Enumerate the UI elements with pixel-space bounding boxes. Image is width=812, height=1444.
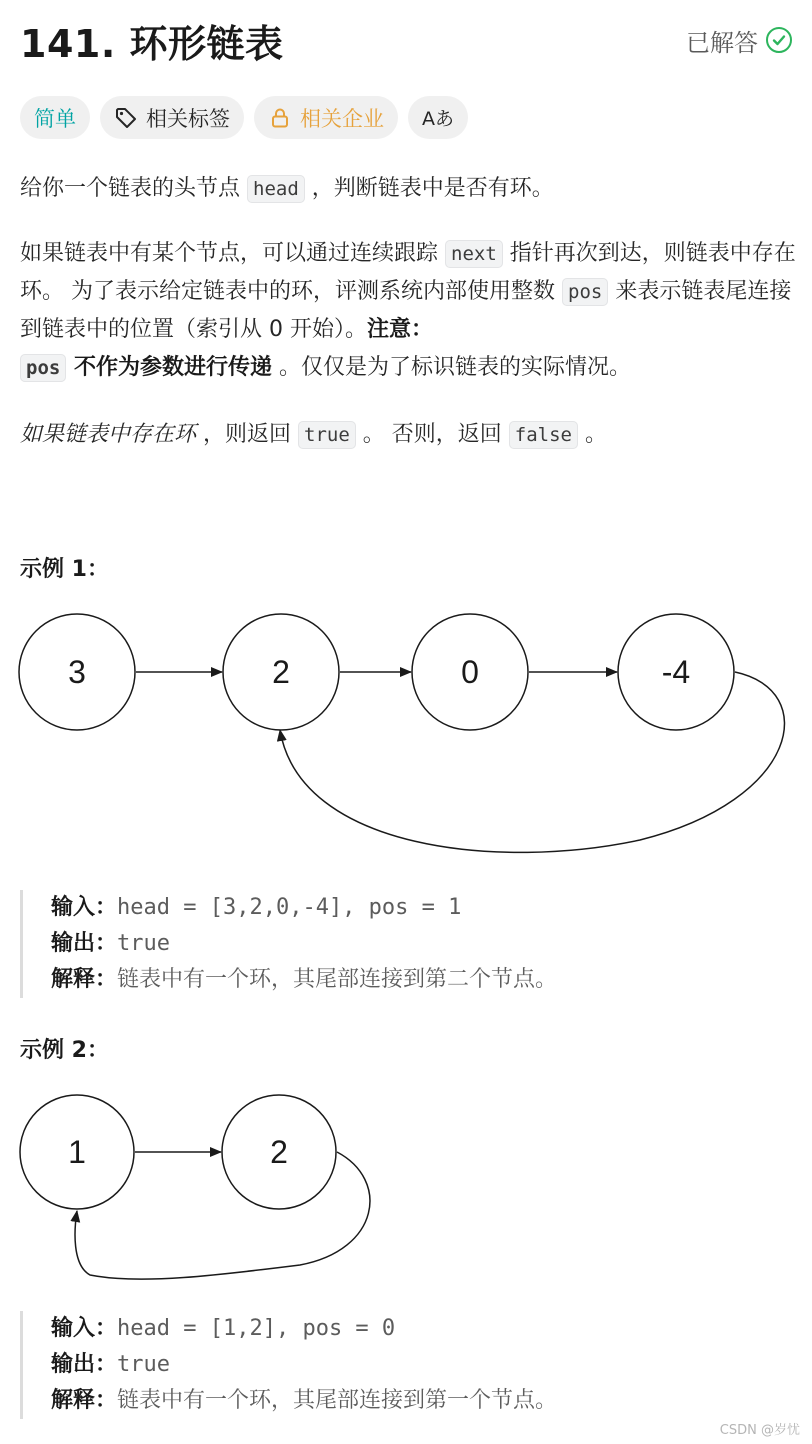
input-line: 输入：head = [3,2,0,-4], pos = 1 [51,895,462,920]
desc-text: 指针再次到达，则链表中存在环。 为了表示给定链表中的环，评测系统内部使用整数 [20,241,796,304]
desc-text: ，判断链表中是否有环。 [304,176,554,201]
solved-label: 已解答 [686,28,758,57]
explain-line: 解释：链表中有一个环，其尾部连接到第一个节点。 [51,1388,558,1413]
lock-icon [268,106,292,130]
tag-icon [114,106,138,130]
desc-text: 。仅仅是为了标识链表的实际情况。 [272,355,631,380]
output-line: 输出：true [51,931,170,956]
bold-text: 不作为参数进行传递 [66,355,272,380]
related-tags-label: 相关标签 [146,106,230,131]
desc-text: 给你一个链表的头节点 [20,176,247,201]
example-1-io [20,890,780,998]
difficulty-label: 简单 [34,106,76,131]
example-2-title: 示例 2： [20,1038,109,1063]
check-circle-icon [766,27,792,53]
desc-text: 如果链表中有某个节点，可以通过连续跟踪 [20,241,445,266]
node-value: 2 [272,654,290,690]
watermark: CSDN @岁忧 [719,1423,800,1438]
related-companies-label: 相关企业 [300,106,384,131]
input-line: 输入：head = [1,2], pos = 0 [51,1316,396,1341]
node-value: 1 [68,1134,86,1170]
solved-status [686,23,792,58]
description-paragraph-2 [20,235,800,387]
translate-button[interactable] [408,96,468,139]
example-2-diagram [0,1080,812,1290]
desc-text: 。 [577,422,607,447]
inline-code: pos [562,278,608,306]
example-1-diagram [0,600,812,870]
related-companies-button[interactable] [254,96,398,139]
desc-text: ，则返回 [196,422,299,447]
title-row [20,14,792,66]
desc-text: 来表示链表尾连接到链表中的位置（索引从 0 开始）。 [20,279,792,342]
difficulty-badge[interactable] [20,96,90,139]
example-2-io [20,1311,780,1419]
inline-code: true [298,421,356,449]
node-value: 2 [270,1134,288,1170]
example-1-title: 示例 1： [20,557,109,582]
node-value: 0 [461,654,479,690]
node-value: 3 [68,654,86,690]
page-title: 141. 环形链表 [20,21,284,66]
inline-code: head [247,175,305,203]
related-tags-button[interactable] [100,96,244,139]
note-label: 注意： [367,317,434,342]
description-paragraph-1 [20,170,800,208]
description-paragraph-3 [20,416,800,454]
desc-text: 。 否则，返回 [355,422,509,447]
italic-text: 如果链表中存在环 [20,422,197,447]
output-line: 输出：true [51,1352,170,1377]
inline-code: next [445,240,503,268]
translate-icon: Aあ [422,108,454,130]
tag-bar [20,96,468,139]
inline-code: false [509,421,578,449]
inline-code: pos [20,354,66,382]
explain-line: 解释：链表中有一个环，其尾部连接到第二个节点。 [51,967,558,992]
node-value: -4 [661,654,691,690]
